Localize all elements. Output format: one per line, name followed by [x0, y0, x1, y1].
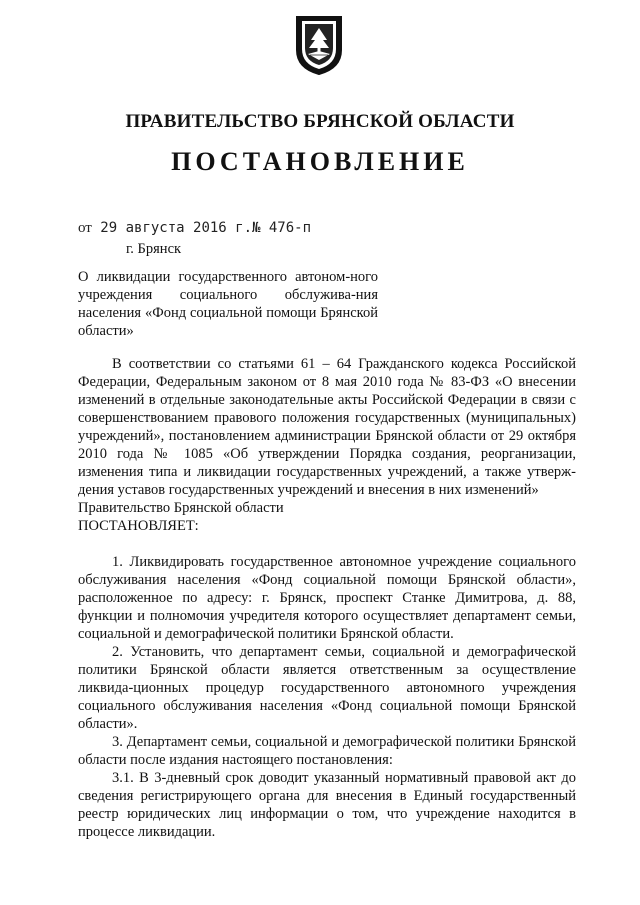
document-body — [78, 355, 576, 841]
item-3-paragraph: 3. Департамент семьи, социальной и демографической политики Брянской области после издания настоящего постановления: — [78, 734, 576, 768]
document-type-title: ПОСТАНОВЛЕНИЕ — [171, 147, 469, 176]
bryansk-coat-of-arms-icon — [294, 14, 344, 76]
item-2-paragraph: 2. Установить, что департамент семьи, социальной и демографической политики Брянской области является ответственным за осуществление ликвида-ционных процедур государственного автономного учреждения социального обслуживания населения «Фонд социальной помощи Брянской области». — [78, 644, 576, 732]
item-3-1-paragraph: 3.1. В 3-дневный срок доводит указанный нормативный правовой акт до сведения регистрирующего органа для внесения в Единый государственный реестр юридических лиц информации о том, что учреждение находится в процессе ликвидации. — [78, 770, 576, 840]
document-number: № 476-п — [252, 220, 312, 236]
date-prefix: от — [78, 220, 92, 236]
issuer-line: Правительство Брянской области — [78, 500, 284, 516]
decree-line: ПОСТАНОВЛЯЕТ: — [78, 518, 199, 534]
document-subject: О ликвидации государственного автоном-ного учреждения социального обслужива-ния населения «Фонд социальной помощи Брянской области» — [78, 269, 378, 339]
organization-title: ПРАВИТЕЛЬСТВО БРЯНСКОЙ ОБЛАСТИ — [125, 111, 515, 132]
document-date: 29 августа 2016 г. — [100, 220, 253, 236]
coat-of-arms-emblem — [294, 14, 344, 76]
document-city: г. Брянск — [126, 241, 182, 257]
document-date-line — [78, 220, 311, 237]
preamble-paragraph: В соответствии со статьями 61 – 64 Гражданского кодекса Российской Федерации, Федеральным законом от 8 мая 2010 года № 83-ФЗ «О внесении изменений в отдельные законодательные акты Российской Федерации в связи с совершенствованием правового положения государственных (муниципальных) учреждений», постановлением администрации Брянской области от 29 октября 2010 года № 1085 «Об утверждении Порядка создания, реорганизации, изменения типа и ликвидации государственных учреждений, а также утверж-дения уставов государственных учреждений и внесения в них изменений» — [78, 356, 576, 498]
item-1-paragraph: 1. Ликвидировать государственное автономное учреждение социального обслуживания населения «Фонд социальной помощи Брянской области», расположенное по адресу: г. Брянск, проспект Станке Димитрова, д. 88, функции и полномочия учредителя которого осуществляет департамент семьи, социальной и демографической политики Брянской области. — [78, 554, 576, 642]
